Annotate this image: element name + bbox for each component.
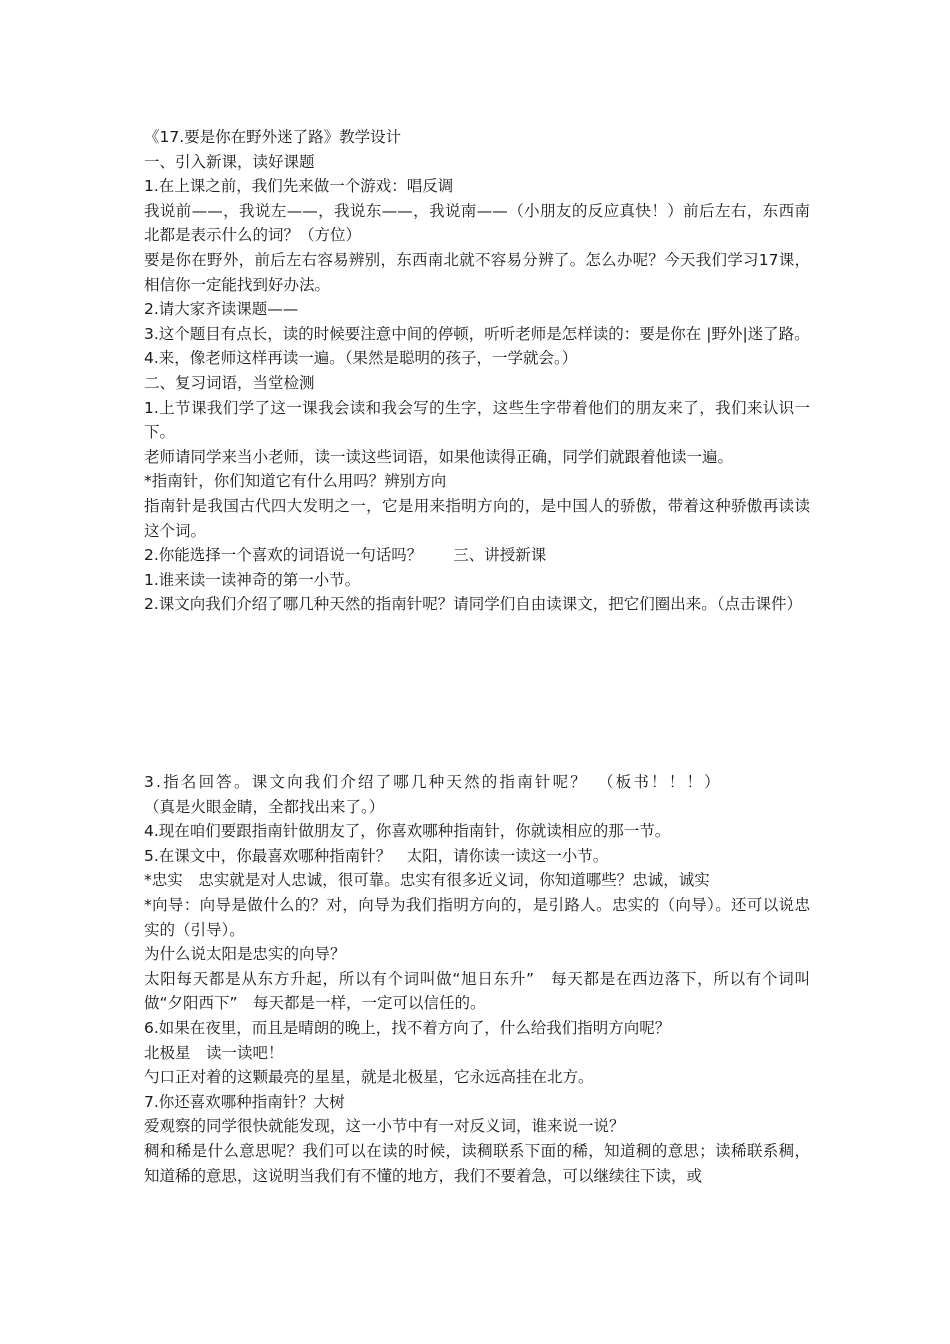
paragraph: 勺口正对着的这颗最亮的星星，就是北极星，它永远高挂在北方。 (144, 1068, 594, 1087)
paragraph: 7.你还喜欢哪种指南针？大树 (144, 1092, 345, 1111)
document-section-1 (144, 125, 810, 617)
paragraph: 二、复习词语，当堂检测 (144, 373, 315, 392)
paragraph: 为什么说太阳是忠实的向导？ (144, 945, 346, 964)
paragraph: 稠和稀是什么意思呢？我们可以在读的时候，读稠联系下面的稀，知道稠的意思；读稀联系稠，知道稀的意思，这说明当我们有不懂的地方，我们不要着急，可以继续往下读，或 (144, 1141, 810, 1185)
document-section-2 (144, 770, 810, 1188)
document-title: 《17.要是你在野外迷了路》教学设计 (144, 128, 402, 146)
paragraph: 北极星 读一读吧！ (144, 1043, 284, 1062)
paragraph: 爱观察的同学很快就能发现，这一小节中有一对反义词，谁来说一说？ (144, 1117, 625, 1136)
paragraph: 要是你在野外，前后左右容易辨别，东西南北就不容易分辨了。怎么办呢？今天我们学习17课，相信你一定能找到好办法。 (144, 250, 810, 294)
paragraph: 1.在上课之前，我们先来做一个游戏：唱反调 (144, 177, 454, 196)
paragraph: 我说前——，我说左——，我说东——，我说南——（小朋友的反应真快！）前后左右，东西南北都是表示什么的词？（方位） (144, 201, 810, 245)
paragraph: 太阳每天都是从东方升起，所以有个词叫做“旭日东升” 每天都是在西边落下，所以有个词叫做“夕阳西下” 每天都是一样，一定可以信任的。 (144, 969, 810, 1013)
paragraph: 一、引入新课，读好课题 (144, 152, 315, 171)
paragraph: 2.请大家齐读课题—— (144, 300, 299, 319)
paragraph: *指南针，你们知道它有什么用吗？辨别方向 (144, 472, 447, 491)
paragraph: 老师请同学来当小老师，读一读这些词语，如果他读得正确，同学们就跟着他读一遍。 (144, 447, 734, 466)
paragraph: 4.来，像老师这样再读一遍。（果然是聪明的孩子，一学就会。） (144, 349, 578, 368)
paragraph: *向导：向导是做什么的？对，向导为我们指明方向的，是引路人。忠实的（向导）。还可以说忠实的（引导）。 (144, 895, 810, 939)
paragraph: 6.如果在夜里，而且是晴朗的晚上，找不着方向了，什么给我们指明方向呢？ (144, 1018, 671, 1037)
paragraph: 1.上节课我们学了这一课我会读和我会写的生字，这些生字带着他们的朋友来了，我们来认识一下。 (144, 398, 810, 442)
paragraph: 2.课文向我们介绍了哪几种天然的指南针呢？请同学们自由读课文，把它们圈出来。（点击课件） (144, 595, 803, 614)
paragraph: 4.现在咱们要跟指南针做朋友了，你喜欢哪种指南针，你就读相应的那一节。 (144, 822, 671, 841)
paragraph: 指南针是我国古代四大发明之一，它是用来指明方向的，是中国人的骄傲，带着这种骄傲再读读这个词。 (144, 496, 810, 540)
paragraph: 2.你能选择一个喜欢的词语说一句话吗？ 三、讲授新课 (144, 546, 547, 565)
paragraph: 3.这个题目有点长，读的时候要注意中间的停顿，听听老师是怎样读的：要是你在 |野外|迷了路。 (144, 324, 810, 343)
paragraph: *忠实 忠实就是对人忠诚，很可靠。忠实有很多近义词，你知道哪些？忠诚，诚实 (144, 871, 710, 890)
paragraph: 3.指名回答。课文向我们介绍了哪几种天然的指南针呢？ （板书！！！） (144, 773, 722, 791)
paragraph: 5.在课文中，你最喜欢哪种指南针？ 太阳，请你读一读这一小节。 (144, 846, 609, 865)
paragraph: （真是火眼金睛，全都找出来了。） (144, 797, 385, 816)
paragraph: 1.谁来读一读神奇的第一小节。 (144, 570, 361, 589)
